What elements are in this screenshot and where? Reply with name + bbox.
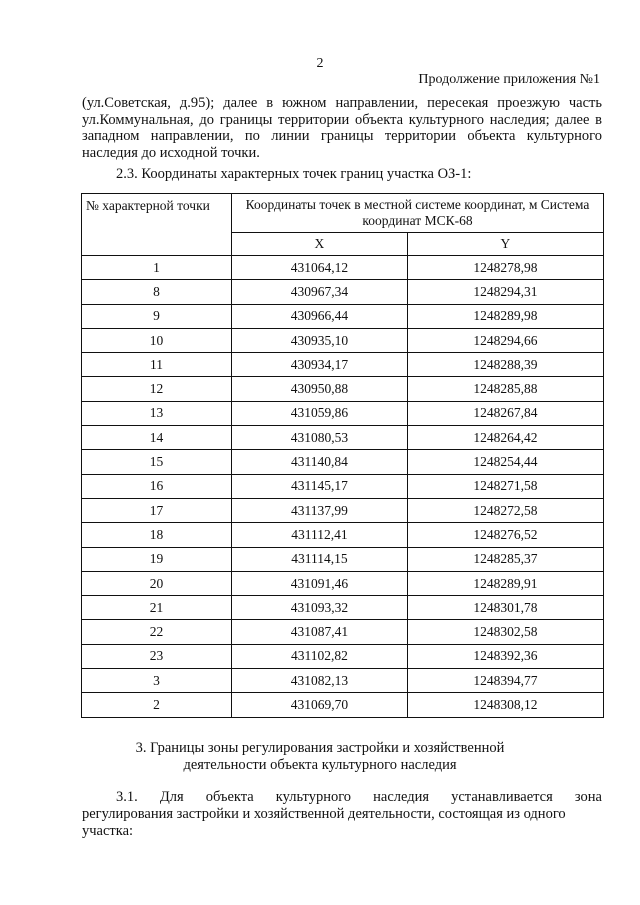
section-3-heading-line1: 3. Границы зоны регулирования застройки и хозяйственной — [135, 740, 505, 756]
table-row — [82, 280, 604, 304]
intro-paragraph: (ул.Советская, д.95); далее в южном направлении, пересекая проезжую часть ул.Коммунальная, до границы территории объекта культурного наследия; далее в западном направлении, по линии границы территории объекта культурного наследия до исходной точки. — [82, 95, 602, 161]
cell-y: 1248294,31 — [407, 280, 603, 304]
table-row — [82, 547, 604, 571]
cell-x: 431069,70 — [232, 693, 408, 717]
cell-x: 431059,86 — [232, 401, 408, 425]
cell-y: 1248267,84 — [407, 401, 603, 425]
table-row — [82, 401, 604, 425]
cell-x: 431140,84 — [232, 450, 408, 474]
coordinates-table-body — [82, 256, 604, 718]
cell-y: 1248301,78 — [407, 596, 603, 620]
table-row — [82, 426, 604, 450]
cell-y: 1248308,12 — [407, 693, 603, 717]
table-row — [82, 523, 604, 547]
cell-y: 1248288,39 — [407, 353, 603, 377]
cell-x: 431093,32 — [232, 596, 408, 620]
table-row — [82, 328, 604, 352]
header-coordinates: Координаты точек в местной системе координат, м Система координат МСК-68 — [232, 194, 604, 233]
section-2-3-heading: 2.3. Координаты характерных точек границ участка ОЗ-1: — [116, 166, 472, 182]
table-row — [82, 474, 604, 498]
header-point-number: № характерной точки — [82, 194, 232, 256]
cell-point-number: 22 — [82, 620, 232, 644]
cell-y: 1248285,88 — [407, 377, 603, 401]
cell-y: 1248276,52 — [407, 523, 603, 547]
cell-x: 431091,46 — [232, 571, 408, 595]
cell-x: 431112,41 — [232, 523, 408, 547]
cell-y: 1248392,36 — [407, 644, 603, 668]
cell-point-number: 21 — [82, 596, 232, 620]
cell-point-number: 3 — [82, 669, 232, 693]
cell-x: 431080,53 — [232, 426, 408, 450]
cell-x: 430935,10 — [232, 328, 408, 352]
cell-y: 1248289,98 — [407, 304, 603, 328]
cell-point-number: 2 — [82, 693, 232, 717]
word: культурного — [275, 789, 352, 805]
cell-x: 431064,12 — [232, 256, 408, 280]
cell-x: 431087,41 — [232, 620, 408, 644]
cell-point-number: 14 — [82, 426, 232, 450]
table-row — [82, 693, 604, 717]
paragraph-3-1-rest: регулирования застройки и хозяйственной деятельности, состоящая из одного участка: — [82, 806, 566, 839]
cell-point-number: 9 — [82, 304, 232, 328]
cell-y: 1248294,66 — [407, 328, 603, 352]
cell-y: 1248254,44 — [407, 450, 603, 474]
cell-point-number: 18 — [82, 523, 232, 547]
table-row — [82, 498, 604, 522]
paragraph-3-1 — [82, 789, 602, 840]
table-row — [82, 256, 604, 280]
word: наследия — [373, 789, 430, 805]
cell-x: 431082,13 — [232, 669, 408, 693]
table-row — [82, 377, 604, 401]
cell-x: 431137,99 — [232, 498, 408, 522]
cell-point-number: 17 — [82, 498, 232, 522]
coordinates-table — [81, 193, 604, 718]
cell-y: 1248278,98 — [407, 256, 603, 280]
cell-y: 1248394,77 — [407, 669, 603, 693]
table-row — [82, 450, 604, 474]
table-row — [82, 669, 604, 693]
cell-x: 430966,44 — [232, 304, 408, 328]
cell-x: 430967,34 — [232, 280, 408, 304]
cell-x: 430950,88 — [232, 377, 408, 401]
cell-point-number: 13 — [82, 401, 232, 425]
cell-point-number: 15 — [82, 450, 232, 474]
header-x: X — [232, 233, 408, 256]
cell-y: 1248289,91 — [407, 571, 603, 595]
word: Для — [159, 789, 184, 805]
word: зона — [574, 789, 602, 805]
section-3-heading-line2: деятельности объекта культурного наследия — [183, 757, 457, 773]
cell-point-number: 12 — [82, 377, 232, 401]
cell-y: 1248285,37 — [407, 547, 603, 571]
cell-y: 1248302,58 — [407, 620, 603, 644]
paragraph-3-1-first-line — [82, 789, 602, 806]
cell-x: 431145,17 — [232, 474, 408, 498]
cell-point-number: 23 — [82, 644, 232, 668]
word: объекта — [205, 789, 254, 805]
cell-x: 431114,15 — [232, 547, 408, 571]
table-row — [82, 353, 604, 377]
cell-x: 430934,17 — [232, 353, 408, 377]
table-row — [82, 620, 604, 644]
table-row — [82, 571, 604, 595]
table-row — [82, 304, 604, 328]
word: устанавливается — [451, 789, 553, 805]
cell-y: 1248271,58 — [407, 474, 603, 498]
table-row — [82, 596, 604, 620]
cell-point-number: 8 — [82, 280, 232, 304]
table-row — [82, 644, 604, 668]
cell-y: 1248272,58 — [407, 498, 603, 522]
cell-point-number: 1 — [82, 256, 232, 280]
section-3-heading — [0, 740, 640, 774]
cell-y: 1248264,42 — [407, 426, 603, 450]
cell-point-number: 19 — [82, 547, 232, 571]
cell-point-number: 16 — [82, 474, 232, 498]
page-number: 2 — [316, 56, 324, 71]
cell-point-number: 10 — [82, 328, 232, 352]
appendix-note: Продолжение приложения №1 — [418, 72, 600, 87]
cell-point-number: 11 — [82, 353, 232, 377]
cell-x: 431102,82 — [232, 644, 408, 668]
cell-point-number: 20 — [82, 571, 232, 595]
word: 3.1. — [116, 789, 138, 805]
header-y: Y — [407, 233, 603, 256]
